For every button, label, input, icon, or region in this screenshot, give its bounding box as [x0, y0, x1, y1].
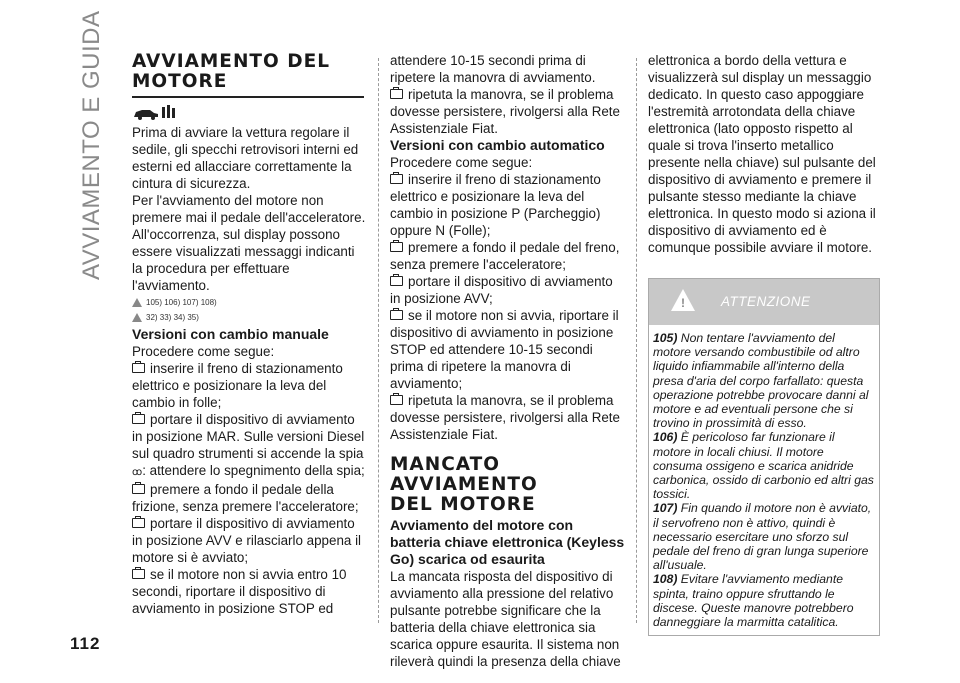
vehicle-version-icons [132, 102, 367, 122]
car-icon [132, 103, 178, 121]
bullet-icon [390, 89, 403, 99]
warning-body [649, 325, 879, 635]
warning-triangle-icon [132, 298, 142, 307]
paragraph: Prima di avviare la vettura regolare il sedile, gli specchi retrovisori interni ed esterni ed allacciare correttamente la cintura di sicurezza. [132, 125, 359, 191]
bullet-item: inserire il freno di stazionamento elettrico e posizionare la leva del cambio in folle; [132, 361, 343, 410]
intro-text: Procedere come segue: [390, 155, 533, 170]
intro-text: Procedere come segue: [132, 344, 275, 359]
warning-item: 105) Non tentare l'avviamento del motore versando combustibile od altro liquido infiammabile all'interno della presa d'aria del corpo farfallato: questa operazione potrebbe provocare danni al motore e ad eventuali persone che si trovino in prossimità di esso. [653, 331, 869, 431]
column-2 [390, 52, 625, 670]
bullet-icon [132, 518, 145, 528]
subheading-keyless: Avviamento del motore con batteria chiave elettronica (Keyless Go) scarica od esaurita [390, 517, 625, 567]
paragraph: Per l'avviamento del motore non premere mai il pedale dell'acceleratore. All'occorrenza, sul display possono essere visualizzati messaggi indicanti la procedura per effettuare l'avviamento. [132, 193, 366, 293]
bullet-item: premere a fondo il pedale del freno, senza premere l'acceleratore; [390, 240, 620, 272]
heading-rule [132, 96, 364, 98]
paragraph: elettronica a bordo della vettura e visualizzerà sul display un messaggio dedicato. In questo caso appoggiare l'estremità arrotondata della chiave elettronica (lato opposto rispetto al quale si trova l'inserto metallico presente nella chiave) sul pulsante del dispositivo di avviamento e premere il pulsante stesso mediante la chiave elettronica. In questo modo si aziona il dispositivo di avviamento ed è comunque possibile avviare il motore. [648, 53, 876, 255]
warning-item: 106) È pericoloso far funzionare il motore in locali chiusi. Il motore consuma ossigeno e scarica anidride carbonica, ossido di carbonio ed altri gas tossici. [653, 430, 874, 502]
bullet-item: portare il dispositivo di avviamento in posizione AVV; [390, 274, 613, 306]
subheading-automatic: Versioni con cambio automatico [390, 137, 605, 153]
paragraph: attendere 10-15 secondi prima di ripetere la manovra di avviamento. [390, 53, 596, 85]
bullet-icon [390, 395, 403, 405]
warning-item: 107) Fin quando il motore non è avviato, il servofreno non è attivo, quindi è necessario esercitare uno sforzo sul pedale del freno di gran lunga superiore all'usuale. [653, 501, 872, 573]
bullet-icon [132, 414, 145, 424]
warning-title: ATTENZIONE [721, 294, 811, 309]
warning-icon [671, 289, 695, 311]
bullet-item: portare il dispositivo di avviamento in posizione MAR. Sulle versioni Diesel sul quadro strumenti si accende la spia [132, 412, 365, 461]
bullet-item: portare il dispositivo di avviamento in posizione AVV e rilasciarlo appena il motore si è avviato; [132, 516, 362, 565]
bullet-icon [132, 484, 145, 494]
bullet-continuation: ꝏ: attendere lo spegnimento della spia; [132, 462, 367, 481]
section-heading-2: MANCATO AVVIAMENTO DEL MOTORE [390, 454, 538, 515]
column-separator [636, 58, 637, 623]
bullet-icon [132, 363, 145, 373]
caution-references: 32) 33) 34) 35) [132, 311, 367, 324]
bullet-item: se il motore non si avvia, riportare il dispositivo di avviamento in posizione STOP ed attendere 10-15 secondi prima di ripetere la manovra di avviamento; [390, 308, 619, 391]
column-separator [378, 58, 379, 623]
page-number: 112 [70, 634, 101, 653]
column-3 [648, 52, 880, 636]
bullet-icon [390, 174, 403, 184]
bullet-item: inserire il freno di stazionamento elettrico e posizionare la leva del cambio in posizione P (Parcheggio) oppure N (Folle); [390, 172, 601, 238]
caution-triangle-icon [132, 313, 142, 322]
subheading-manual: Versioni con cambio manuale [132, 326, 329, 342]
bullet-item: ripetuta la manovra, se il problema dovesse persistere, rivolgersi alla Rete Assistenziale Fiat. [390, 393, 620, 442]
bullet-item: se il motore non si avvia entro 10 secondi, riportare il dispositivo di avviamento in posizione STOP ed [132, 567, 347, 616]
bullet-icon [390, 242, 403, 252]
warning-references: 105) 106) 107) 108) [132, 296, 367, 309]
bullet-icon [390, 276, 403, 286]
chapter-side-label: AVVIAMENTO E GUIDA [78, 10, 105, 280]
bullet-icon [390, 310, 403, 320]
warning-box [648, 278, 880, 636]
paragraph: La mancata risposta del dispositivo di avviamento alla pressione del relativo pulsante potrebbe significare che la batteria della chiave elettronica sia scarica oppure esaurita. Il sistema non rileverà quindi la presenza della chiave [390, 569, 621, 669]
glow-plug-warning-icon: ꝏ [132, 467, 143, 478]
bullet-icon [132, 569, 145, 579]
bullet-item: ripetuta la manovra, se il problema dovesse persistere, rivolgersi alla Rete Assistenziale Fiat. [390, 87, 620, 136]
section-heading: AVVIAMENTO DEL MOTORE [132, 51, 330, 92]
warning-header [649, 279, 879, 325]
bullet-item: premere a fondo il pedale della frizione, senza premere l'acceleratore; [132, 482, 359, 514]
warning-item: 108) Evitare l'avviamento mediante spinta, traino oppure sfruttando le discese. Queste manovre potrebbero danneggiare la marmitta catalitica. [653, 572, 854, 630]
column-1 [132, 52, 367, 617]
